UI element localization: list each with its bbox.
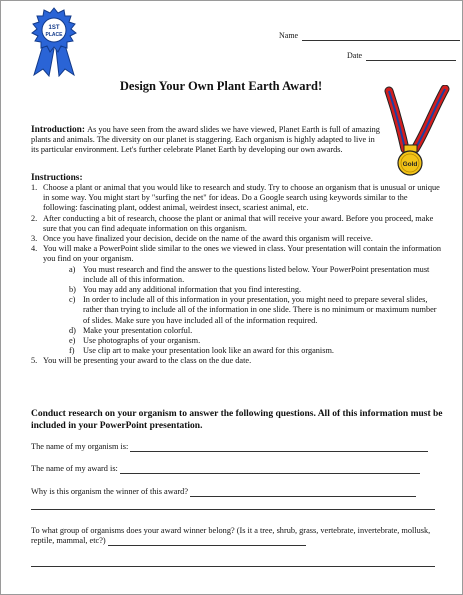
date-field[interactable] [347,51,456,61]
question-label: The name of my organism is: [31,442,129,451]
question-organism-name[interactable] [31,442,428,452]
instruction-item-3: 3. Once you have finalized your decision, decide on the name of the award this organism will receive. [31,234,373,244]
subitem-c: c) In order to include all of this information in your presentation, you might need to prepare several slides, rather than trying to include all of the information in one slide. There is no minimum or maximum number of slides. Make sure you have included all of the information required. [69,295,437,325]
name-field[interactable] [279,31,460,41]
instructions-heading: Instructions: [31,173,83,183]
instruction-item-1: 1. Choose a plant or animal that you would like to research and study. Try to choose an organism that is unusual or unique in some way. You might start by "surfing the net" for ideas. Do a Google search using keywords similar to the following: fascinating plant, oddest animal, weirdest insect, scariest animal, etc. [31,183,440,213]
instruction-item-2: 2. After conducting a bit of research, choose the plant or animal that will receive your award. Before you proceed, make sure that you can find adequate information on this organism. [31,213,434,233]
gold-medal-icon [379,85,457,177]
subitem-d: d) Make your presentation colorful. [69,325,193,335]
date-label: Date [347,51,363,60]
name-label: Name [279,31,299,40]
question-label: The name of my award is: [31,464,118,473]
answer-line-extra-2[interactable] [31,566,435,567]
answer-line-extra[interactable] [31,509,435,510]
first-place-ribbon-icon [23,7,85,77]
introduction-text: As you have seen from the award slides we have viewed, Planet Earth is full of amazing plants and animals. The diversity on our planet is staggering. Each organism is highly adapted to live in its particular environment. Let's further celebrate Planet Earth by developing our own awards. [31,125,380,155]
ribbon-text-1st: 1ST [48,25,60,31]
subitem-b: b) You may add any additional information that you find interesting. [69,285,302,295]
answer-line[interactable] [190,488,416,497]
answer-line[interactable] [130,443,428,452]
question-label: To what group of organisms does your award winner belong? (Is it a tree, shrub, grass, vertebrate, invertebrate, mollusk, reptile, mammal, etc?) [31,526,431,546]
answer-line[interactable] [108,537,306,546]
instruction-item-4: 4. You will make a PowerPoint slide similar to the ones we viewed in class. Your presentation will contain the information you find on your organism. a) You must research and find the answer to the questions listed below. Your PowerPoint presentation must include all of this information. b) You may add any additional information that you find interesting. c) In order to include all of this information in your presentation, you might need to prepare several slides, rather than trying to include all of the information in one slide. There is no minimum or maximum number of slides. Make sure you have included all of the information required. d) Make your presentation colorful. e) Use photographs of your organism. f) Use clip art to make your presentation look like an award for this organism. [31,244,442,356]
ribbon-text-place: PLACE [45,32,63,38]
question-label: Why is this organism the winner of this award? [31,487,188,496]
question-why-winner[interactable] [31,487,416,497]
instructions-list [31,183,443,367]
name-blank-line[interactable] [302,32,460,41]
instruction-item-5: 5. You will be presenting your award to the class on the due date. [31,356,252,366]
subitem-a: a) You must research and find the answer to the questions listed below. Your PowerPoint presentation must include all of this information. [69,264,430,284]
medal-text: Gold [402,161,418,168]
question-award-name[interactable] [31,464,420,474]
research-heading: Conduct research on your organism to answer the following questions. All of this information must be included in your PowerPoint presentation. [31,409,443,431]
instruction-subitems [43,265,443,357]
subitem-f: f) Use clip art to make your presentation look like an award for this organism. [69,346,334,356]
introduction-section [31,125,381,156]
date-blank-line[interactable] [366,52,456,61]
question-organism-group[interactable] [31,526,441,546]
answer-line[interactable] [120,465,420,474]
page-title: Design Your Own Plant Earth Award! [119,79,323,93]
subitem-e: e) Use photographs of your organism. [69,336,201,346]
introduction-heading: Introduction: [31,125,86,135]
